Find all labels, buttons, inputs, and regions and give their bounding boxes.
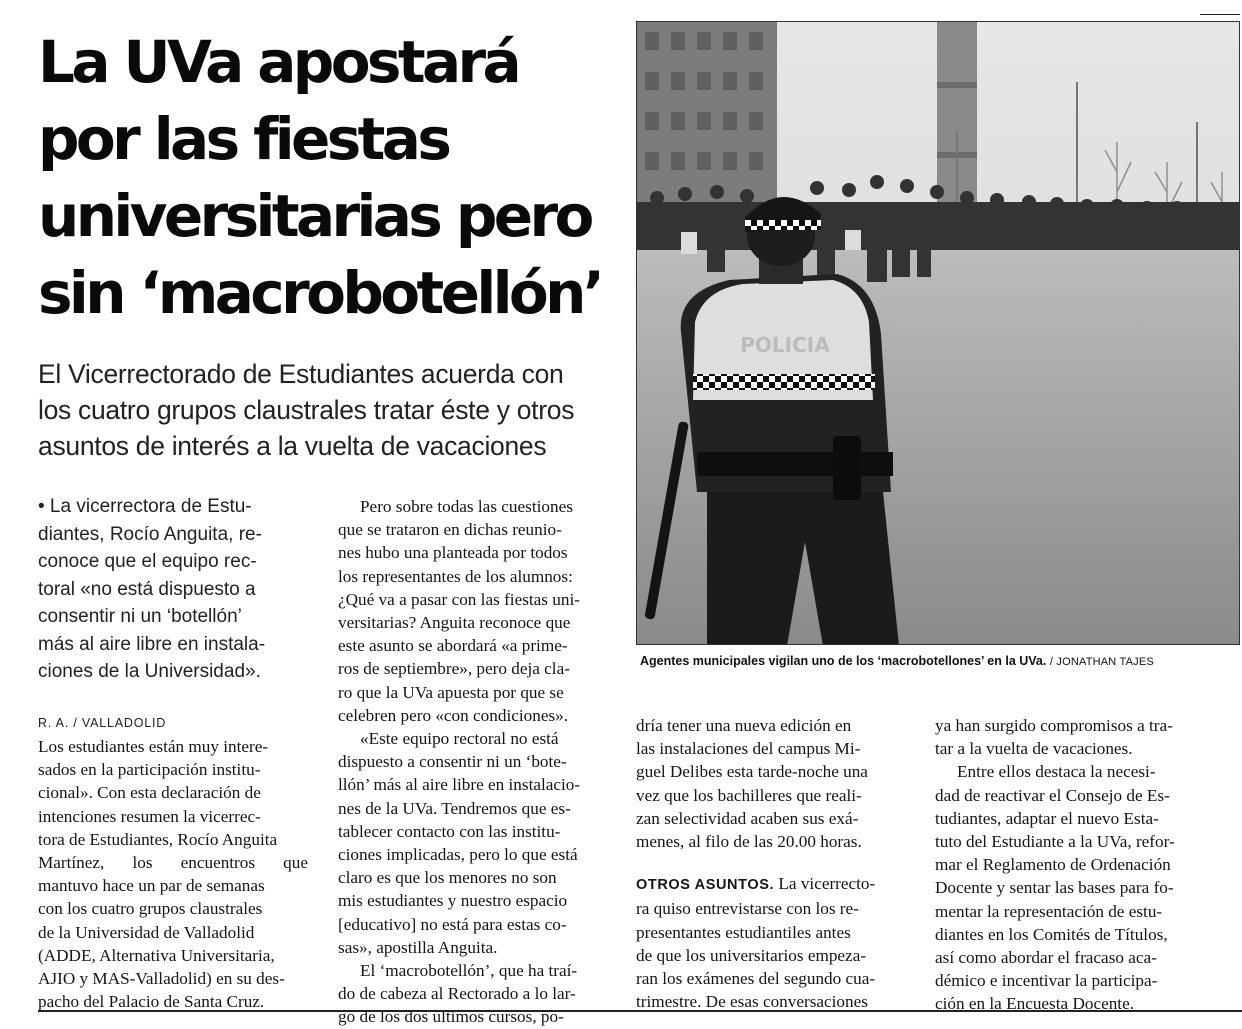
- lead-summary: [38, 493, 308, 686]
- body-line: intenciones resumen la vicerrec-: [38, 806, 261, 826]
- body-line: tablecer contacto con las institu-: [338, 821, 561, 841]
- body-line: de la Universidad de Valladolid: [38, 922, 255, 942]
- lead-line: diantes, Rocío Anguita, re-: [38, 523, 262, 545]
- photo-credit: / JONATHAN TAJES: [1049, 656, 1154, 668]
- body-line: menes, al filo de las 20.00 horas.: [636, 832, 862, 852]
- body-line: ción en la Encuesta Docente.: [935, 994, 1134, 1014]
- kicker-line: [636, 872, 910, 897]
- top-rule: [1200, 14, 1240, 15]
- police-officer-photo: [637, 22, 1240, 645]
- news-photo: [636, 21, 1240, 645]
- body-line: (ADDE, Alternativa Universitaria,: [38, 945, 275, 965]
- column-4: [935, 714, 1207, 1016]
- body-line: sados en la participación institu-: [38, 760, 261, 780]
- body-line: tudiantes, adaptar el nuevo Esta-: [935, 808, 1159, 828]
- body-line: claro es que los menores no son: [338, 868, 557, 888]
- bottom-rule: [38, 1010, 1242, 1012]
- body-line: mantuvo hace un par de semanas: [38, 876, 265, 896]
- byline: [38, 714, 166, 732]
- body-line: zan selectividad acaben sus exá-: [636, 808, 859, 828]
- subheadline-line: asuntos de interés a la vuelta de vacaciones: [38, 431, 547, 461]
- byline-place: / VALLADOLID: [73, 716, 167, 730]
- body-line: con los cuatro grupos claustrales: [38, 899, 263, 919]
- body-line: este asunto se abordará «a prime-: [338, 636, 568, 656]
- body-line: dispuesto a consentir ni un ‘bote-: [338, 752, 567, 772]
- vest-label: POLICIA: [740, 333, 830, 357]
- body-line: pacho del Palacio de Santa Cruz.: [38, 992, 265, 1012]
- body-line: ciones implicadas, pero lo que está: [338, 845, 578, 865]
- body-line: Docente y sentar las bases para fo-: [935, 878, 1174, 898]
- body-line: démico e incentivar la participa-: [935, 971, 1158, 991]
- body-line: tar a la vuelta de vacaciones.: [935, 739, 1133, 759]
- body-line: mentar la representación de estu-: [935, 901, 1163, 921]
- caption-text: Agentes municipales vigilan uno de los ‘macrobotellones’ en la UVa.: [640, 654, 1047, 668]
- body-line: mar el Reglamento de Ordenación: [935, 855, 1171, 875]
- body-line: llón’ más al aire libre en instalacio-: [338, 775, 581, 795]
- body-line: mis estudiantes y nuestro espacio: [338, 891, 568, 911]
- body-line: ro que la UVa apuesta por que se: [338, 682, 564, 702]
- body-line: Martínez, los encuentros que: [38, 853, 308, 873]
- body-line: El ‘macrobotellón’, que ha traí-: [360, 961, 578, 981]
- body-line: go de los dos últimos cursos, po-: [338, 1007, 564, 1027]
- column-1: [38, 735, 308, 1013]
- body-line: así como abordar el fracaso aca-: [935, 948, 1157, 968]
- photo-caption: [640, 654, 1240, 668]
- column-2: [338, 495, 610, 1029]
- body-line: ros de septiembre», pero deja cla-: [338, 659, 570, 679]
- body-line: ya han surgido compromisos a tra-: [935, 716, 1173, 735]
- body-line: que se trataron en dichas reunio-: [338, 520, 562, 540]
- headline-line: por las fiestas: [38, 105, 449, 173]
- body-line: diantes en los Comités de Títulos,: [935, 924, 1168, 944]
- lead-line: conoce que el equipo rec-: [38, 551, 257, 572]
- body-line: trimestre. De esas conversaciones: [636, 992, 868, 1012]
- body-line: AJIO y MAS-Valladolid) en su des-: [38, 969, 285, 989]
- body-line: tora de Estudiantes, Rocío Anguita: [38, 829, 278, 849]
- body-line: tuto del Estudiante a la UVa, refor-: [935, 832, 1175, 852]
- subheadline-line: El Vicerrectorado de Estudiantes acuerda con: [38, 359, 564, 389]
- headline-line: universitarias pero: [38, 182, 591, 250]
- body-line: versitarias? Anguita reconoce que: [338, 613, 571, 633]
- body-line: nes de la UVa. Tendremos que es-: [338, 798, 571, 818]
- column-3: [636, 714, 910, 1013]
- body-line: vez que los bachilleres que reali-: [636, 785, 862, 805]
- section-kicker: OTROS ASUNTOS.: [636, 877, 775, 894]
- body-line: los representantes de los alumnos:: [338, 566, 573, 586]
- body-line: dad de reactivar el Consejo de Es-: [935, 785, 1170, 805]
- lead-line: • La vicerrectora de Estu-: [38, 496, 252, 517]
- lead-line: ciones de la Universidad».: [38, 661, 261, 682]
- body-line: Los estudiantes están muy intere-: [38, 737, 269, 756]
- body-line: nes hubo una planteada por todos: [338, 543, 568, 563]
- body-line: sas», apostilla Anguita.: [338, 937, 498, 957]
- body-line: las instalaciones del campus Mi-: [636, 739, 861, 759]
- body-line: ran los exámenes del segundo cua-: [636, 969, 876, 989]
- subheadline: [38, 356, 628, 464]
- headline: [38, 24, 638, 332]
- body-line: do de cabeza al Rectorado a lo lar-: [338, 984, 576, 1004]
- headline-line: La UVa apostará: [38, 28, 519, 96]
- body-line: cional». Con esta declaración de: [38, 783, 261, 803]
- body-line: de que los universitarios empeza-: [636, 945, 867, 965]
- headline-line: sin ‘macrobotellón’: [38, 259, 602, 327]
- body-text: La vicerrecto-: [774, 874, 876, 894]
- body-line: [educativo] no está para estas co-: [338, 914, 567, 934]
- body-line: ra quiso entrevistarse con los re-: [636, 899, 859, 919]
- body-line: «Este equipo rectoral no está: [360, 729, 559, 749]
- lead-line: más al aire libre en instala-: [38, 633, 266, 655]
- body-line: ¿Qué va a pasar con las fiestas uni-: [338, 589, 580, 609]
- lead-line: toral «no está dispuesto a: [38, 578, 256, 600]
- body-line: dría tener una nueva edición en: [636, 716, 852, 735]
- body-line: guel Delibes esta tarde-noche una: [636, 762, 868, 782]
- body-line: presentantes estudiantiles antes: [636, 922, 851, 942]
- body-line: Pero sobre todas las cuestiones: [360, 497, 573, 516]
- lead-line: consentir ni un ‘botellón’: [38, 606, 242, 627]
- body-line: Entre ellos destaca la necesi-: [957, 762, 1156, 782]
- subheadline-line: los cuatro grupos claustrales tratar éste y otros: [38, 395, 575, 425]
- body-line: celebren pero «con condiciones».: [338, 705, 569, 725]
- byline-author: R. A.: [38, 716, 70, 730]
